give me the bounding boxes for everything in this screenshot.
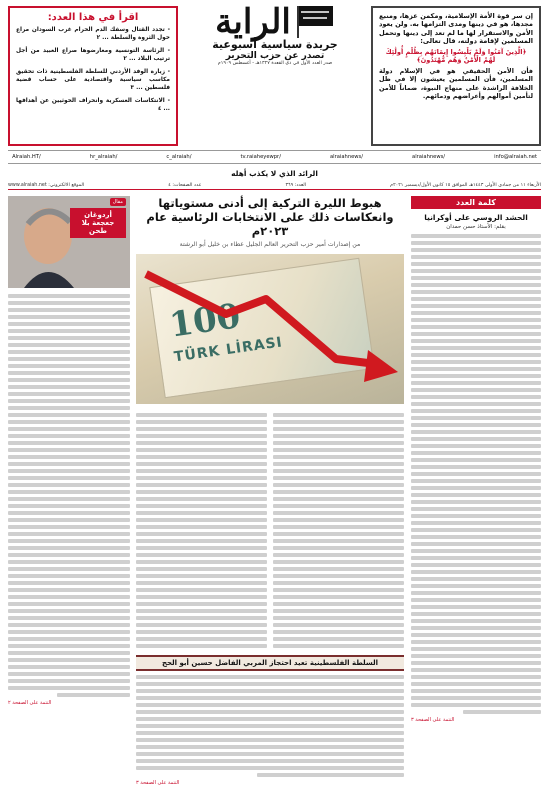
banknote-value: 100 xyxy=(167,296,243,346)
main-body xyxy=(136,410,404,651)
flag-icon xyxy=(295,4,335,38)
newspaper-subtitle: جريدة سياسية أسبوعية xyxy=(212,38,338,51)
youtube-link[interactable]: /tv.raiaheyewpr xyxy=(240,154,281,160)
intro-verse: ﴿الَّذِينَ آمَنُوا وَلَمْ يَلْبِسُوا إِيمَانَهُم بِظُلْمٍ أُولَٰئِكَ لَهُمُ الْأَمْنُ وَهُم مُّهْتَدُونَ﴾ xyxy=(385,47,527,65)
section-header: كلمة العدد xyxy=(411,196,541,209)
continued-note: التتمة على الصفحة ٢ xyxy=(8,700,52,706)
page-link[interactable]: /hr_alraiah xyxy=(89,154,118,160)
contents-item[interactable]: - زيارة الوفد الأردني للسلطة الفلسطينية ذات تحقيق مكاسب سياسية واقتصادية على حساب قضية فلسطين ... ٣ xyxy=(16,68,170,92)
opinion-column xyxy=(8,196,130,790)
editorial-title[interactable]: الحشد الروسي على أوكرانيا xyxy=(424,213,528,222)
main-headline[interactable]: هبوط الليرة التركية إلى أدنى مستوياتها وانعكاسات ذلك على الانتخابات الرئاسية عام ٢٠٢٣م xyxy=(146,196,394,238)
opinion-title[interactable]: أردوغان جعجعة بلا طحن xyxy=(70,208,126,238)
continued-note: التتمة على الصفحة ٣ xyxy=(136,780,180,786)
intro-lead: إن سر قوة الأمة الإسلامية، ومكمن عزها، ومنبع مجدها، هو في دينها ومدى التزامها به. ولن يعود الأمن والاستقرار لها ما لم تعد إلى دينها وتحمل المسلمين لإقامة دولته، قال تعالى: xyxy=(379,12,533,46)
newspaper-title: الراية xyxy=(215,2,291,42)
email-link[interactable]: info@alraiah.net xyxy=(494,154,537,160)
opinion-body xyxy=(8,294,130,697)
publisher: تصدر عن حزب التحرير xyxy=(225,51,325,61)
intro-tail: فأن الأمن الحقيقي هو في الإسلام دولة المسلمين، فأن المسلمين يعيشون إلا في ظل الخلافة الراشدة على منهاج النبوة، ضماناً للأمن لتأمين أموالهم وأعراضهم ودمائهم. xyxy=(379,66,533,101)
contents-item[interactable]: - الرئاسة التونسية ومعارضوها صراع العبيد من أجل ترتيب البلاد ... ٢ xyxy=(16,47,170,63)
editorial-author: بقلم: الأستاذ حسن حمدان xyxy=(446,224,506,230)
site-link[interactable]: /Alraiah.HT xyxy=(12,154,41,160)
intro-box xyxy=(371,6,541,146)
channel-link[interactable]: /c_alraiah xyxy=(166,154,192,160)
contents-header: اقرأ في هذا العدد: xyxy=(47,12,139,23)
banknote-text: TÜRK LİRASI xyxy=(173,334,284,366)
editorial-body xyxy=(411,234,541,714)
contents-item[interactable]: - تجدد القتال وسفك الدم الحرام غرب السودان مراع حول الثروة والسلطة ... ٢ xyxy=(16,27,170,42)
main-subline: من إصدارات أمير حزب التحرير العالم الجليل عطاء بن خليل أبو الرشتة xyxy=(179,241,361,248)
issue-pages: عدد الصفحات: ٤ xyxy=(168,182,202,188)
social-bar xyxy=(8,150,541,164)
issue-date: الأربعاء ١١ من جمادى الأولى ١٤٤٣هـ الموافق ١٥ كانون الأول/ديسمبر ٢٠٢١م xyxy=(390,182,541,188)
main-story xyxy=(136,196,404,790)
category-tag: مقال xyxy=(110,198,126,206)
issue-bar xyxy=(8,181,541,190)
editorial-column xyxy=(411,196,541,790)
issue-site[interactable]: الموقع الالكتروني: www.alraiah.net xyxy=(8,182,85,188)
second-story-body xyxy=(136,675,404,777)
continued-note: التتمة على الصفحة ٣ xyxy=(411,717,455,723)
erdogan-photo xyxy=(8,196,130,288)
founded-note: صدر العدد الأول في ذي القعدة ١٣٢٧هـ - أغسطس ١٩٠٩م xyxy=(217,61,333,66)
issue-number: العدد: ٣٦٩ xyxy=(285,182,307,188)
masthead xyxy=(186,4,364,90)
facebook-link[interactable]: /alraiahnews xyxy=(412,154,446,160)
twitter-link[interactable]: /alraiahnews xyxy=(329,154,363,160)
downtrend-arrow-icon xyxy=(136,254,404,404)
contents-item[interactable]: - الانتكاسات العسكرية وانحراف الحوثيين عن أهدافها ... ٤ xyxy=(16,97,170,113)
second-story-title[interactable]: السلطة الفلسطينية تعيد احتجاز المربي الفاضل حسين أبو الحج xyxy=(136,655,404,671)
banknote-photo xyxy=(136,254,404,404)
contents-box xyxy=(8,6,178,146)
slogan: الرائد الذي لا يكذب أهله xyxy=(231,168,318,178)
